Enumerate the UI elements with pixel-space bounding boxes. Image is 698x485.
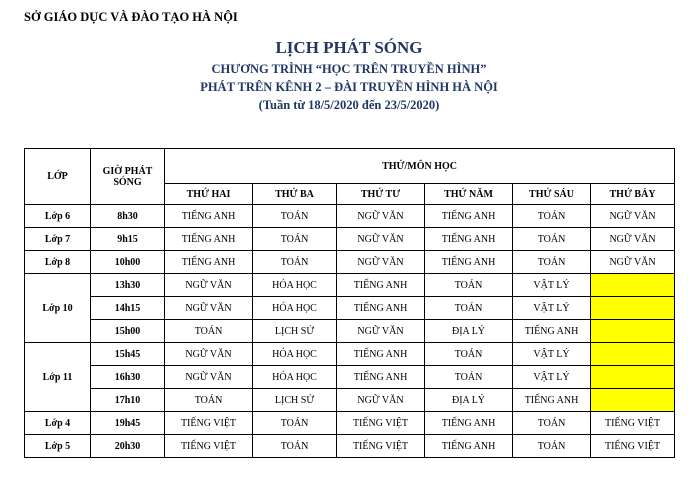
subject-cell: VẬT LÝ [513, 274, 591, 297]
broadcast-time: 9h15 [91, 228, 165, 251]
class-label: Lớp 10 [25, 274, 91, 343]
subject-cell: NGỮ VĂN [337, 205, 425, 228]
table-row [25, 343, 675, 366]
subject-cell: TIẾNG VIỆT [165, 435, 253, 458]
subject-cell: TIẾNG ANH [165, 251, 253, 274]
subject-cell: TOÁN [253, 435, 337, 458]
subject-cell: NGỮ VĂN [165, 274, 253, 297]
broadcast-time: 10h00 [91, 251, 165, 274]
highlighted-empty-cell [591, 297, 675, 320]
subject-cell: TIẾNG ANH [165, 205, 253, 228]
class-label: Lớp 7 [25, 228, 91, 251]
subject-cell: ĐỊA LÝ [425, 320, 513, 343]
subject-cell: TOÁN [253, 205, 337, 228]
highlighted-empty-cell [591, 366, 675, 389]
subject-cell: NGỮ VĂN [165, 366, 253, 389]
subject-cell: TOÁN [513, 205, 591, 228]
broadcast-time: 20h30 [91, 435, 165, 458]
broadcast-schedule-table [24, 148, 675, 458]
subject-cell: TOÁN [253, 228, 337, 251]
subject-cell: TIẾNG VIỆT [337, 435, 425, 458]
class-label: Lớp 6 [25, 205, 91, 228]
subject-cell: TOÁN [425, 297, 513, 320]
subject-cell: TIẾNG ANH [425, 228, 513, 251]
table-row [25, 435, 675, 458]
day-header: THỨ NĂM [425, 184, 513, 205]
subject-cell: TIẾNG ANH [513, 389, 591, 412]
table-row [25, 389, 675, 412]
class-label: Lớp 5 [25, 435, 91, 458]
subject-cell: TOÁN [425, 274, 513, 297]
highlighted-empty-cell [591, 274, 675, 297]
subject-cell: NGỮ VĂN [591, 205, 675, 228]
subject-cell: NGỮ VĂN [337, 251, 425, 274]
subject-cell: TIẾNG VIỆT [591, 412, 675, 435]
subject-cell: HÓA HỌC [253, 274, 337, 297]
class-column-header: LỚP [25, 149, 91, 205]
subject-cell: TIẾNG ANH [425, 251, 513, 274]
subject-cell: LỊCH SỬ [253, 389, 337, 412]
class-label: Lớp 11 [25, 343, 91, 412]
subject-cell: TOÁN [513, 412, 591, 435]
subject-cell: TOÁN [165, 320, 253, 343]
class-label: Lớp 4 [25, 412, 91, 435]
time-column-header: GIỜ PHÁT SÓNG [91, 149, 165, 205]
day-header: THỨ TƯ [337, 184, 425, 205]
subject-cell: VẬT LÝ [513, 343, 591, 366]
day-header: THỨ SÁU [513, 184, 591, 205]
subject-cell: TOÁN [513, 251, 591, 274]
subject-cell: TIẾNG ANH [425, 205, 513, 228]
table-row [25, 366, 675, 389]
subject-cell: ĐỊA LÝ [425, 389, 513, 412]
title-block [0, 36, 698, 114]
subject-cell: VẬT LÝ [513, 297, 591, 320]
subject-cell: LỊCH SỬ [253, 320, 337, 343]
subject-cell: TIẾNG ANH [337, 297, 425, 320]
broadcast-time: 16h30 [91, 366, 165, 389]
highlighted-empty-cell [591, 389, 675, 412]
subject-cell: TOÁN [513, 228, 591, 251]
broadcast-time: 15h45 [91, 343, 165, 366]
schedule-body [25, 205, 675, 458]
subject-cell: HÓA HỌC [253, 343, 337, 366]
subject-cell: NGỮ VĂN [337, 320, 425, 343]
subject-cell: NGỮ VĂN [591, 228, 675, 251]
subject-cell: NGỮ VĂN [337, 389, 425, 412]
day-header: THỨ BA [253, 184, 337, 205]
highlighted-empty-cell [591, 343, 675, 366]
subject-cell: HÓA HỌC [253, 297, 337, 320]
subject-cell: TIẾNG ANH [165, 228, 253, 251]
broadcast-time: 8h30 [91, 205, 165, 228]
subject-cell: VẬT LÝ [513, 366, 591, 389]
subject-cell: TOÁN [253, 412, 337, 435]
subject-cell: TIẾNG ANH [337, 274, 425, 297]
broadcast-time: 19h45 [91, 412, 165, 435]
table-row [25, 228, 675, 251]
subject-cell: HÓA HỌC [253, 366, 337, 389]
week-range: (Tuần từ 18/5/2020 đến 23/5/2020) [258, 98, 440, 112]
subject-cell: NGỮ VĂN [165, 343, 253, 366]
header-row [25, 149, 675, 184]
table-row [25, 412, 675, 435]
broadcast-time: 14h15 [91, 297, 165, 320]
day-header: THỨ HAI [165, 184, 253, 205]
subject-cell: TOÁN [513, 435, 591, 458]
program-subtitle: CHƯƠNG TRÌNH “HỌC TRÊN TRUYỀN HÌNH” [211, 62, 487, 76]
day-header: THỨ BẢY [591, 184, 675, 205]
table-row [25, 251, 675, 274]
subject-cell: TIẾNG ANH [337, 343, 425, 366]
subject-cell: TIẾNG ANH [425, 412, 513, 435]
day-subject-group-header: THỨ/MÔN HỌC [165, 149, 675, 184]
highlighted-empty-cell [591, 320, 675, 343]
page-title: LỊCH PHÁT SÓNG [275, 38, 423, 57]
class-label: Lớp 8 [25, 251, 91, 274]
table-row [25, 205, 675, 228]
table-row [25, 297, 675, 320]
subject-cell: TIẾNG ANH [337, 366, 425, 389]
broadcast-time: 17h10 [91, 389, 165, 412]
subject-cell: TOÁN [425, 343, 513, 366]
subject-cell: TIẾNG VIỆT [337, 412, 425, 435]
broadcast-time: 15h00 [91, 320, 165, 343]
subject-cell: TIẾNG ANH [425, 435, 513, 458]
subject-cell: NGỮ VĂN [337, 228, 425, 251]
subject-cell: TOÁN [425, 366, 513, 389]
table-row [25, 274, 675, 297]
channel-subtitle: PHÁT TRÊN KÊNH 2 – ĐÀI TRUYỀN HÌNH HÀ NỘI [200, 80, 498, 94]
subject-cell: TIẾNG ANH [513, 320, 591, 343]
table-row [25, 320, 675, 343]
subject-cell: TIẾNG VIỆT [165, 412, 253, 435]
subject-cell: NGỮ VĂN [591, 251, 675, 274]
organization-name: SỞ GIÁO DỤC VÀ ĐÀO TẠO HÀ NỘI [24, 10, 238, 24]
broadcast-time: 13h30 [91, 274, 165, 297]
subject-cell: TOÁN [165, 389, 253, 412]
subject-cell: TOÁN [253, 251, 337, 274]
subject-cell: NGỮ VĂN [165, 297, 253, 320]
subject-cell: TIẾNG VIỆT [591, 435, 675, 458]
